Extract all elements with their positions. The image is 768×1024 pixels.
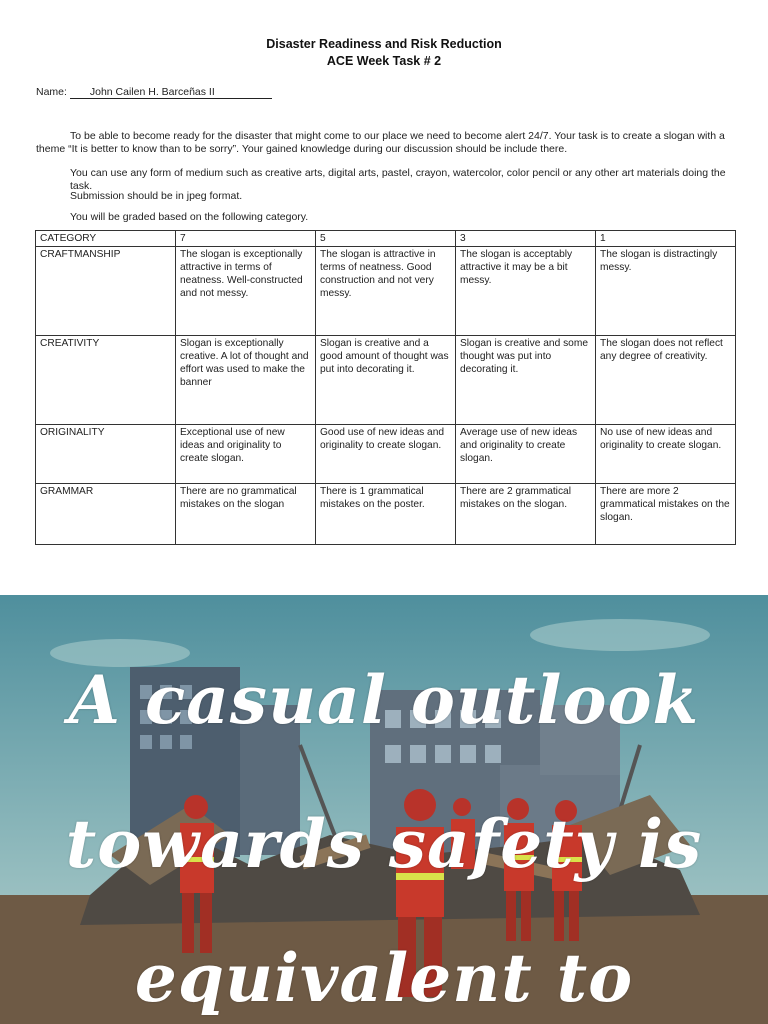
criteria-cell: Exceptional use of new ideas and originality to create slogan. — [176, 425, 316, 484]
instruction-paragraph-3: Submission should be in jpeg format. — [70, 190, 243, 202]
header-cell: 5 — [316, 231, 456, 247]
instruction-paragraph-2: You can use any form of medium such as creative arts, digital arts, pastel, crayon, watercolor, color pencil or any other art materials doing the task. — [70, 167, 726, 192]
header-cell: 1 — [596, 231, 736, 247]
criteria-cell: The slogan is acceptably attractive it may be a bit messy. — [456, 247, 596, 336]
criteria-cell: The slogan does not reflect any degree of creativity. — [596, 336, 736, 425]
header-cell: CATEGORY — [36, 231, 176, 247]
criteria-cell: Slogan is exceptionally creative. A lot of thought and effort was used to make the banner — [176, 336, 316, 425]
criteria-cell: Slogan is creative and a good amount of thought was put into decorating it. — [316, 336, 456, 425]
criteria-cell: Good use of new ideas and originality to create slogan. — [316, 425, 456, 484]
rubric-table — [35, 230, 736, 545]
criteria-cell: There are 2 grammatical mistakes on the slogan. — [456, 484, 596, 545]
header-cell: 3 — [456, 231, 596, 247]
slogan-line-3: equivalent to — [134, 939, 634, 1017]
rubric-row — [36, 336, 736, 425]
slogan-line-2: towards safety is — [65, 805, 703, 883]
header-cell: 7 — [176, 231, 316, 247]
instruction-paragraph-1: To be able to become ready for the disaster that might come to our place we need to become alert 24/7. Your task is to create a slogan with a theme “It is better to know than to be sorry”. Your gained knowledge during our discussion should be include there. — [36, 130, 725, 155]
category-cell: ORIGINALITY — [36, 425, 176, 484]
name-label: Name: — [36, 86, 67, 98]
name-value: John Cailen H. Barceñas II — [70, 86, 272, 99]
criteria-cell: There are more 2 grammatical mistakes on the slogan. — [596, 484, 736, 545]
category-cell: CREATIVITY — [36, 336, 176, 425]
name-field — [36, 86, 272, 99]
criteria-cell: Average use of new ideas and originality to create slogan. — [456, 425, 596, 484]
rubric-row — [36, 484, 736, 545]
category-cell: GRAMMAR — [36, 484, 176, 545]
slogan-poster — [0, 595, 768, 1024]
criteria-cell: There is 1 grammatical mistakes on the poster. — [316, 484, 456, 545]
rubric-header-row — [36, 231, 736, 247]
category-cell: CRAFTMANSHIP — [36, 247, 176, 336]
criteria-cell: The slogan is exceptionally attractive in terms of neatness. Well-constructed and not messy. — [176, 247, 316, 336]
document-title: Disaster Readiness and Risk Reduction — [266, 37, 502, 51]
criteria-cell: There are no grammatical mistakes on the slogan — [176, 484, 316, 545]
instruction-paragraph-4: You will be graded based on the following category. — [70, 211, 309, 223]
rubric-row — [36, 425, 736, 484]
document-subtitle: ACE Week Task # 2 — [326, 54, 442, 68]
criteria-cell: Slogan is creative and some thought was put into decorating it. — [456, 336, 596, 425]
cloud — [530, 619, 710, 651]
criteria-cell: The slogan is distractingly messy. — [596, 247, 736, 336]
slogan-line-1: A casual outlook — [68, 661, 700, 739]
rubric-row — [36, 247, 736, 336]
criteria-cell: The slogan is attractive in terms of neatness. Good construction and not very messy. — [316, 247, 456, 336]
criteria-cell: No use of new ideas and originality to create slogan. — [596, 425, 736, 484]
